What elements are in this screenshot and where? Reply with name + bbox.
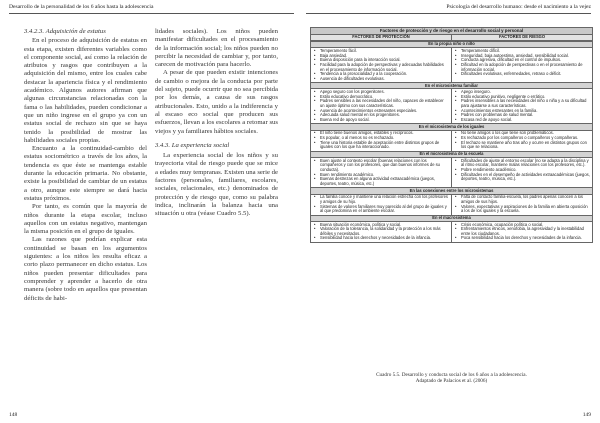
- list-item: • Sistemas de valores familiares muy parecido al del grupo de iguales y al que predomina en el ambiente escolar.: [313, 205, 449, 214]
- list-item: • Es popular, o al menos no es rechazado.: [313, 136, 449, 141]
- list-item: • Buenas destrezas en alguna actividad extraacadémica (juegos, deportes, teatro, música, etc.): [313, 177, 449, 186]
- list-item: • Falta de contacto familia-escuela, los padres apenas conocen a los amigos de sus hijos.: [454, 195, 590, 204]
- table-cell-risk: [451, 222, 592, 242]
- paragraph: La experiencia social de los niños y su trayectoria vital de riesgo puede que se mice a edades muy tempranas. Existen una serie de factores (personales, familiares, escolares, sociales, relacionales, etc.) denominados de protección y de riesgo que, como su palabra indica, inclinarán la balanza hacia una situación u otra (véase Cuadro 5.5).: [155, 152, 278, 218]
- list-item: • Buena situación económica, política y social.: [313, 223, 449, 228]
- table-band-label: En el microsistema de la escuela: [311, 151, 592, 158]
- table-band-label: En las conexiones entre los microsistemas: [311, 187, 592, 194]
- table-cell-protection: [311, 131, 451, 151]
- list-item: • Conducta agresiva, dificultad en el control de impulsos.: [454, 58, 590, 63]
- caption-line-1: Cuadro 5.5. Desarrollo y conducta social de los 6 años a la adolescencia.: [376, 372, 527, 378]
- table-cell-protection: [311, 158, 451, 187]
- factors-table: [310, 27, 593, 243]
- list-item: • Enfrentamientos étnicos, xenofobia, la agresividad y la inestabilidad entre los ciudadanos.: [454, 227, 590, 236]
- table-cell-protection: [311, 195, 451, 215]
- list-item: • Inseguridad, baja autoestima, ansiedad, sensibilidad social.: [454, 54, 590, 59]
- table-band-label: En el microsistema familiar: [311, 82, 592, 89]
- table-row: [311, 48, 592, 82]
- paragraph: Encuanto a la continuidad-cambio del estatus sociométrico a través de los años, la tendencia es que éste se mantenga estable durante la educación primaria. No obstante, existe la posibilidad de cambiar de un estatus a otro, aunque este siempre se dará hacia estatus próximos.: [24, 145, 147, 202]
- paragraph: Las razones que podrían explicar esta continuidad se basan en los argumentos siguientes: a los niños les resulta eficaz a corto plazo permanecer en dicho estatus. Los niños pueden presentar dificultades para comprender y aprender a hacerlo de otra manera (sobre todo en aquellos que presentan déficits de habi-: [24, 236, 147, 302]
- caption-line-2: Adaptado de Palacios et al. (2006): [415, 378, 488, 385]
- section-title-status: 3.4.2.3. Adquisición de estatus: [24, 28, 106, 35]
- list-item: • Ausencia de dificultades evolutivas.: [313, 77, 449, 82]
- table-cell-risk: [451, 48, 592, 82]
- list-item: • Dificultades evolutivas, enfermedades, retraso o déficit.: [454, 72, 590, 77]
- list-item: • Padres con problemas de salud mental.: [454, 113, 590, 118]
- table-caption: [310, 372, 593, 384]
- table-band-label: En el microsistema de los iguales: [311, 123, 592, 130]
- list-item: • Ausencia de acontecimientos estresantes especiales.: [313, 109, 449, 114]
- right-header-rule: [306, 13, 591, 14]
- paragraph: A pesar de que pueden existir intenciones de cambio o mejora de la conducta por parte del sujeto, puede ocurrir que no sea percibida por los demás, a causa de sus rasgos atribucionales. Esto, unido a la indiferencia y al escaso eco social que producen sus esfuerzos, llevan a los escolares a retomar sus viejos y ya familiares hábitos sociales.: [155, 69, 278, 135]
- table-row: [311, 158, 592, 187]
- table-cell-protection: [311, 222, 451, 242]
- left-column-1: [24, 28, 147, 303]
- table-row: [311, 131, 592, 151]
- list-item: • Pobre rendimiento académico.: [454, 168, 590, 173]
- table-row: [311, 195, 592, 215]
- table-title: Factores de protección y de riesgo en el desarrollo social y personal: [311, 28, 592, 35]
- list-item: • Tendencia a la prosocialidad y a la cooperación.: [313, 72, 449, 77]
- list-item: • Dificultades en el desempeño de actividades extraacadémicas (juegos, deportes, teatro, música, etc.).: [454, 173, 590, 182]
- column-header-protection: FACTORES DE PROTECCIÓN: [311, 35, 451, 40]
- list-item: • El rechazo se mantiene año tras año y ocurre en distintos grupos con los que se relaciona.: [454, 141, 590, 150]
- table-band-label: En el macrosistema: [311, 215, 592, 222]
- table-cell-risk: [451, 195, 592, 215]
- list-item: • Apego seguro con los progenitores.: [313, 90, 449, 95]
- right-running-head: Psicología del desarrollo humano: desde el nacimiento a la vejez: [446, 4, 591, 10]
- list-item: • Padres insensibles a las necesidades del niño o niña y a su dificultad para ajustarse a sus características.: [454, 99, 590, 108]
- table-cell-risk: [451, 158, 592, 187]
- left-page-number: 148: [9, 412, 18, 418]
- list-item: • Tiene una historia estable de aceptación entre distintos grupos de iguales con los que ha interaccionado.: [313, 141, 449, 150]
- list-item: • Sensibilidad hacia los derechos y necesidades de la infancia.: [313, 236, 449, 241]
- list-item: • Buen ajuste al contexto escolar (buenas relaciones con los compañeros y con los profesores, que dan buenos informes de su conducta).: [313, 159, 449, 173]
- list-item: • Temperamento difícil.: [454, 49, 590, 54]
- list-item: • Estilo educativo punitivo, negligente o errático.: [454, 95, 590, 100]
- table-cell-protection: [311, 89, 451, 123]
- left-header-rule: [9, 13, 294, 14]
- list-item: • Adecuada salud mental en los progenitores.: [313, 113, 449, 118]
- list-item: • Valoración de la tolerancia, la solidaridad y la protección a los más débiles y necesitados.: [313, 227, 449, 236]
- paragraph: lidades sociales). Los niños pueden manifestar dificultades en el procesamiento de la información social; los niños pueden no percibir la necesidad de cambiar y, por tanto, carecen de motivación para hacerlo.: [155, 28, 278, 69]
- table-band-label: En la propia niño o niño: [311, 41, 592, 48]
- paragraph: Por tanto, es común que la mayoría de niños durante la etapa escolar, incluso aquellos con un estatus negativo, mantengan la misma posición en el grupo de iguales.: [24, 203, 147, 236]
- list-item: • El niño tiene buenos amigos, estables y recíprocos.: [313, 131, 449, 136]
- table-cell-risk: [451, 131, 592, 151]
- section-title-social-experience: 3.4.3. La experiencia social: [155, 141, 230, 149]
- list-item: • Buena disposición para la interacción social.: [313, 58, 449, 63]
- table-cell-protection: [311, 48, 451, 82]
- list-item: • La familia conoce y mantiene una relación estrecha con los profesores y amigos de su hijo.: [313, 195, 449, 204]
- table-row: [311, 89, 592, 123]
- left-column-2: [155, 28, 278, 219]
- table-row: [311, 222, 592, 242]
- column-header-risk: FACTORES DE RIESGO: [451, 35, 592, 40]
- list-item: • Poca sensibilidad hacia los derechos y necesidades de la infancia.: [454, 236, 590, 241]
- table-cell-risk: [451, 89, 592, 123]
- right-page: [300, 0, 600, 423]
- paragraph: En el proceso de adquisición de estatus en esta etapa, existen diferentes variables como el componente social, así como la relación de atributos y rasgos que contribuyen a la adquisición del mismo, entre los cuales cabe destacar la apariencia física y el rendimiento académico. Algunos autores afirman que algunas circunstancias relacionadas con la fama o las habilidades, pueden condicionar a que un niño ingrese en el grupo ya con un estatus social de rechazo sin que se haya tenido la posibilidad de mostrar las habilidades sociales propias.: [24, 37, 147, 144]
- list-item: • Temperamento fácil.: [313, 49, 449, 54]
- list-item: • Crisis económica, ocupación política o social.: [454, 223, 590, 228]
- list-item: • Valores, expectativas y aspiraciones de la familia en abierta oposición a los de los iguales y la escuela.: [454, 205, 590, 214]
- list-item: • Apego inseguro.: [454, 90, 590, 95]
- left-running-head: Desarrollo de la personalidad de los 6 años hasta la adolescencia: [9, 4, 154, 10]
- list-item: • Dificultad en la adopción de perspectivas o en el procesamiento de información social.: [454, 63, 590, 72]
- list-item: • Acontecimientos estresantes en la familia.: [454, 109, 590, 114]
- list-item: • Facilidad para la adopción de perspectivas y adecuadas habilidades en el procesamiento de información social.: [313, 63, 449, 72]
- table-body: [311, 41, 592, 242]
- right-page-number: 149: [582, 412, 591, 418]
- list-item: • Padres sensibles a las necesidades del niño, capaces de establecer un ajuste óptimo con sus características.: [313, 99, 449, 108]
- list-item: • Baja ansiedad.: [313, 54, 449, 59]
- list-item: • Es rechazado por los compañeros o compañeros y compañeras.: [454, 136, 590, 141]
- list-item: • No tiene amigos o los que tiene son problemáticos.: [454, 131, 590, 136]
- list-item: • Dificultades de ajuste al entorno escolar (no se adapta a la disciplina y al ritmo escolar, mantiene malas relaciones con los profesores, etc.).: [454, 159, 590, 168]
- list-item: • Buen rendimiento académico.: [313, 173, 449, 178]
- list-item: • Buena red de apoyo social.: [313, 118, 449, 123]
- list-item: • Estilo educativo democrático.: [313, 95, 449, 100]
- list-item: • Escasa red de apoyo social.: [454, 118, 590, 123]
